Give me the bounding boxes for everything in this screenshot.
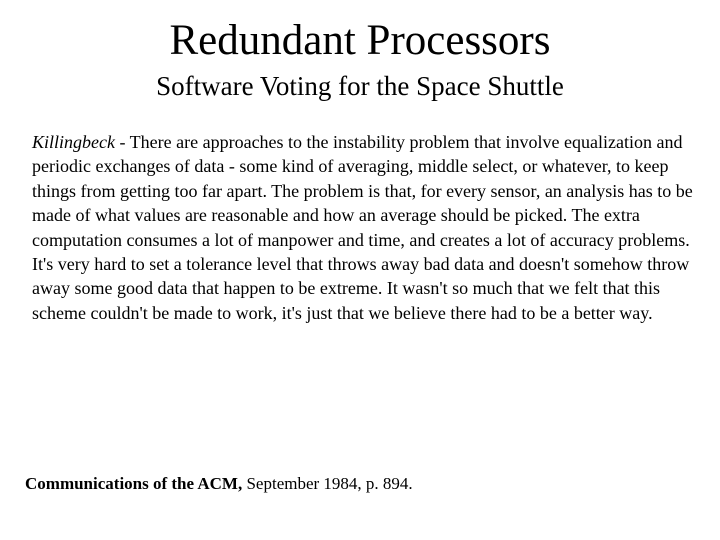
citation bbox=[25, 474, 413, 494]
slide-subtitle: Software Voting for the Space Shuttle bbox=[156, 71, 564, 101]
quote-text: - There are approaches to the instability problem that involve equalization and periodic exchanges of data - some kind of averaging, middle select, or whatever, to keep things from getting too far apart. The problem is that, for every sensor, an analysis has to be made of what values are reasonable and how an average should be picked. The extra computation consumes a lot of manpower and time, and creates a lot of accuracy problems. It's very hard to set a tolerance level that throws away bad data and doesn't somehow throw away some good data that happen to be extreme. It wasn't so much that we felt that this scheme couldn't be made to work, it's just that we believe there had to be a better way. bbox=[32, 132, 693, 323]
citation-source: Communications of the ACM, bbox=[25, 474, 243, 493]
citation-details: September 1984, p. 894. bbox=[242, 474, 413, 493]
quote-speaker: Killingbeck bbox=[32, 132, 115, 152]
slide-title: Redundant Processors bbox=[169, 17, 551, 64]
quote-paragraph bbox=[32, 130, 696, 325]
